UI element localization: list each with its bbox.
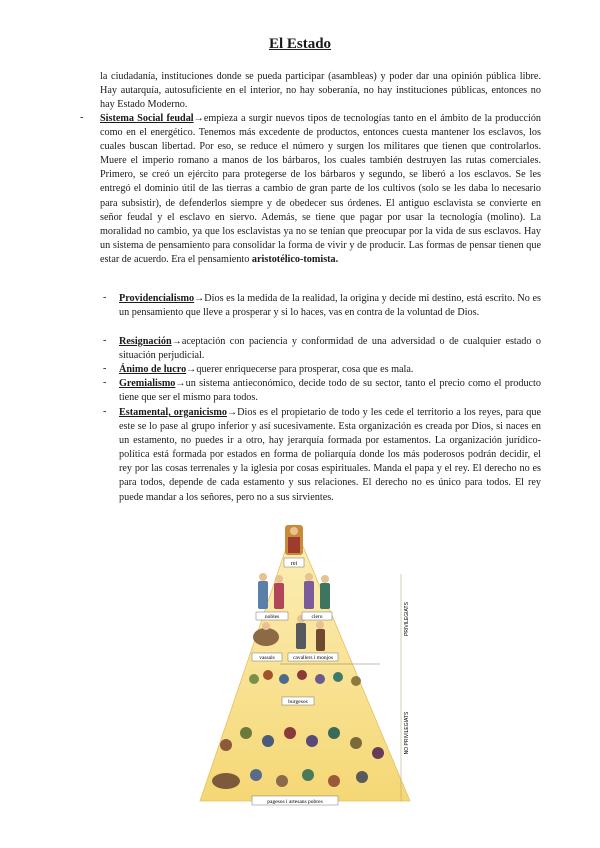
bullet-feudal-marker: - (80, 112, 84, 123)
sub-item-arrow: → (175, 378, 186, 389)
sub-bullet-marker-3: - (103, 363, 107, 374)
page-title: El Estado (268, 36, 332, 52)
feudal-tail: aristotélico-tomista. (251, 253, 339, 265)
sub-bullet-marker-5: - (103, 406, 107, 417)
label-cavallers-monjos: cavallers i monjos (292, 655, 334, 661)
sub-item-text: aceptación con paciencia y conformidad de una adversidad o de cualquier estado o situación perjudicial. (119, 336, 541, 362)
feudal-text: empieza a surgir nuevos tipos de tecnologías tanto en el ámbito de la producción como en el energético. Tenemos más excedente de productos, entonces cuesta mantener los esclavos, los cuales buscan libertad. Por eso, se reduce el número y surgen los militares que tienen que controlarlos. Muere el imperio romano a manos de los bárbaros, los cuales también destruyen las rutas comerciales. Primero, se creó un ejército para protegerse de los bárbaros y segundo, se liberó a los esclavos. Se les entregó el dominio útil de las tierras a cambio de gran parte de los cultivos (solo se les daba lo necesario para subsistir), de defenderlos siempre y de obedecer sus órdenes. El antiguo esclavista se convierte en señor feudal y el esclavo en siervo. Además, se tiene que pagar por usar la tecnología (molino). La moralidad no cambio, ya que los esclavistas ya no se tenían que preocupar por la vida de sus esclavos. Hay un sistema de pensamiento para consolidar la forma de vivir y de producir. Las formas de pensar tienen que estar de acuerdo. Era el pensamiento (100, 113, 542, 265)
side-label-privilegiats: PRIVILEGIATS (404, 602, 410, 636)
sub-item-animo-de-lucro (119, 363, 541, 377)
sub-item-term: Gremialismo (119, 378, 176, 389)
sub-item-text: un sistema antieconómico, decide todo de su sector, tanto el precio como el producto tiene que ser el mismo para todos. (119, 378, 541, 404)
feudal-pyramid-illustration (196, 519, 418, 811)
sub-item-term: Estamental, organicismo (119, 407, 227, 418)
sub-item-arrow: → (194, 293, 205, 304)
sub-item-resignacion (119, 335, 541, 363)
sub-bullet-marker-2: - (103, 335, 107, 346)
sub-item-text: querer enriquecerse para prosperar, cosa que es mala. (196, 364, 414, 375)
sub-item-providencialismo (119, 292, 541, 320)
label-pagesos: pagesos i artesans pobres (267, 799, 323, 805)
label-clero: clero (311, 614, 323, 620)
label-nobles: nobles (264, 614, 280, 620)
pyramid-shape (200, 525, 410, 801)
sub-bullet-marker-4: - (103, 377, 107, 388)
intro-paragraph: la ciudadanía, instituciones donde se pueda participar (asambleas) y poder dar una opinión pública libre. Hay autarquía, autosuficiente en el interior, no hay soberanía, no hay instituciones públicas, entonces no hay Estado Moderno. (100, 71, 541, 111)
sub-item-text: Dios es el propietario de todo y les cede el territorio a los reyes, para que este se lo pase al grupo inferior y así sucesivamente. Esta organización es creada por Dios, si naces en un estamento, no puedes ir a otro, hay jerarquía formada por estamentos. La organización jurídico-política está formada por estados en forma de poliarquía donde los más poderosos podrán decidir, el rey por las cosas terrenales y la iglesia por cosas espirituales. Manda el papa y el rey. El derecho no es para todos, depende de cada estamento y sus relaciones. El derecho no es único para todos. El rey puede mandar a los señores, pero no a sus sirvientes. (119, 407, 541, 503)
king-figure (285, 525, 303, 555)
label-vassals: vassals (259, 655, 275, 661)
sub-item-term: Providencialismo (119, 293, 195, 304)
sub-item-arrow: → (226, 407, 238, 418)
sub-item-term: Ánimo de lucro (119, 364, 187, 375)
feudal-paragraph (100, 112, 541, 267)
sub-item-term: Resignación (119, 336, 172, 347)
feudal-term: Sistema Social feudal (100, 113, 194, 124)
sub-bullet-marker-1: - (103, 292, 107, 303)
feudal-arrow: → (193, 113, 204, 124)
label-rei: rei (290, 561, 298, 567)
sub-item-text: Dios es la medida de la realidad, la origina y decide mi destino, está escrito. No es un pensamiento que lleve a prosperar y si lo haces, vas en contra de la voluntad de Dios. (119, 293, 541, 319)
side-label-no-privilegiats: NO PRIVILEGIATS (404, 711, 410, 755)
sub-item-gremialismo (119, 377, 541, 405)
sub-item-arrow: → (171, 336, 182, 347)
sub-item-estamental (119, 406, 541, 505)
sub-item-arrow: → (186, 364, 197, 375)
label-burgesos: burgesos (288, 699, 308, 705)
